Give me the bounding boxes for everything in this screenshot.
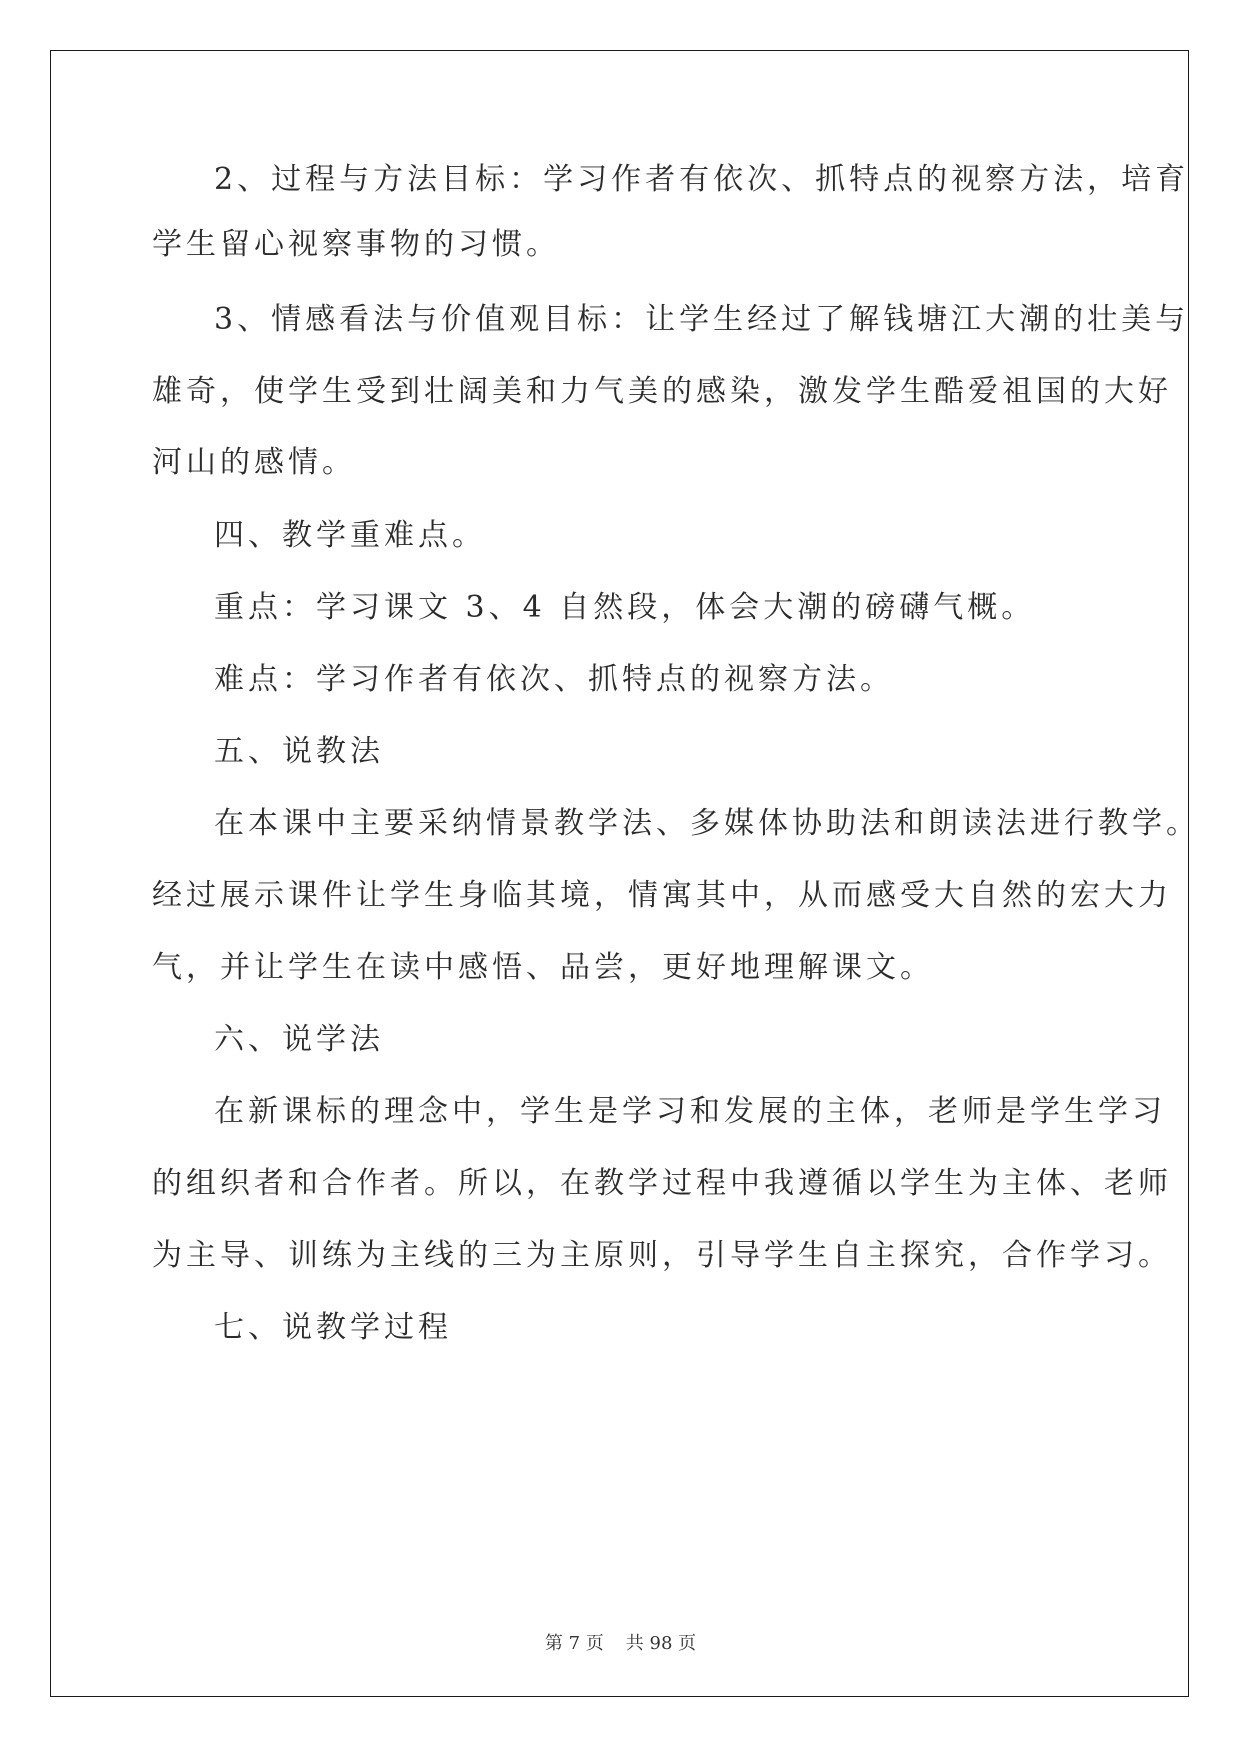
section-heading: 四、教学重难点。 [214, 518, 486, 553]
page-number: 第 7 页 [544, 1633, 604, 1654]
text-line: 在本课中主要采纳情景教学法、多媒体协助法和朗读法进行教学。 [214, 806, 1200, 841]
text-line: 经过展示课件让学生身临其境，情寓其中，从而感受大自然的宏大力 [152, 878, 1172, 913]
text-line: 3、情感看法与价值观目标：让学生经过了解钱塘江大潮的壮美与 [214, 302, 1190, 337]
text-line: 2、过程与方法目标：学习作者有依次、抓特点的视察方法，培育 [214, 162, 1190, 197]
text-line: 为主导、训练为主线的三为主原则，引导学生自主探究，合作学习。 [152, 1238, 1172, 1273]
page-footer [0, 1629, 1241, 1655]
text-line: 学生留心视察事物的习惯。 [152, 227, 560, 262]
text-line: 雄奇，使学生受到壮阔美和力气美的感染，激发学生酷爱祖国的大好 [152, 374, 1172, 409]
section-heading: 五、说教法 [214, 734, 384, 769]
text-line: 的组织者和合作者。所以，在教学过程中我遵循以学生为主体、老师 [152, 1166, 1172, 1201]
section-heading: 六、说学法 [214, 1022, 384, 1057]
page-total: 共 98 页 [625, 1633, 697, 1654]
text-line: 河山的感情。 [152, 445, 356, 480]
text-line: 重点：学习课文 3、4 自然段，体会大潮的磅礴气概。 [214, 590, 1036, 625]
section-heading: 七、说教学过程 [214, 1310, 452, 1345]
text-line: 难点：学习作者有依次、抓特点的视察方法。 [214, 662, 894, 697]
text-line: 在新课标的理念中，学生是学习和发展的主体，老师是学生学习 [214, 1094, 1166, 1129]
page-border [50, 50, 1189, 1697]
text-line: 气，并让学生在读中感悟、品尝，更好地理解课文。 [152, 950, 934, 985]
